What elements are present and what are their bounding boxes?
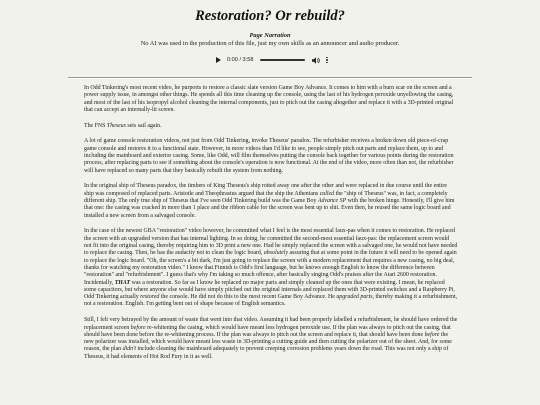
paragraph: A lot of game console restoration videos, not just from Odd Tinkering, invoke Theseus' paradox. The refurbisher receives a broken down old piece-of-crap game console and restores it to a functional state. However, in more videos than I'd like to see, people simply pitch out parts and replace them, up to and including the mainboard and exterior casing. Some, like Odd, will film themselves putting the console back together for various points during the restoration process, after replacing parts to see if something about the console's operation is now functional. At the end of the video, more often than not, the refurbisher will have replaced so many parts that they basically rebuilt the system from nothing.: [84, 138, 454, 174]
article-body: [84, 85, 458, 370]
divider: [68, 77, 472, 79]
paragraph: In Odd Tinkering's most recent video, he purports to restore a classic slate version Game Boy Advance. It comes to him with a burn scar on the screen and a power supply issue, in amongst other things. He spends all this time cleaning up the console, using the last of his hydrogen peroxide unyellowing the casing, and most of the last of his isopropyl alcohol cleaning the internal components, just to pitch out the casing altogether and replace it with a 3D-printed original that can accept an internally-lit screen.: [84, 85, 454, 113]
audio-player[interactable]: [206, 52, 332, 68]
more-options-icon[interactable]: [326, 57, 328, 64]
paragraph: The FNS Theseus sets sail again.: [84, 122, 162, 129]
paragraph: In the original ship of Theseus paradox, the timbers of King Theseus's ship rotted away one after the other and were replaced in due course until the entire ship was composed of replaced parts. Aristotle and Theophrastus argued that the ship the Athenians called the "ship of Theseus" was, in fact, a completely different ship. The only true ship of Theseus that I've seen Odd Tinkering build was the Game Boy Advance SP with the broken hinge. Honestly, I'll give him that one: the casing was cracked in more than 1 place and the ribbon cable for the screen was bent up to shit. Even then, he reused the same logic board and installed a new screen from a salvaged console.: [84, 183, 455, 219]
volume-icon[interactable]: [312, 57, 320, 64]
ai-disclaimer: No AI was used in the production of this file, just my own skills as an announcer and audio producer.: [140, 40, 400, 47]
page-title: Restoration? Or rebuild?: [195, 8, 345, 24]
paragraph: In the case of the newest GBA "restoration" video however, he committed what I feel is the most essential faux-pas when it comes to restoration. He replaced the screen with an upgraded version that has internal lighting. In so doing, he committed the second-most essential faux-pas: the replacement screen would not fit into the original casing, thereby requiring him to 3D print a new one. Had he simply replaced the screen with a salvaged one, he would not have needed to replace the casing. Then, he has the audacity not to clean the logic board, absolutely assuring that at some point in the future it will need to be opened again to replace the logic board. "Oh, the screen's a bit dark, I'm just going to replace the screen with a modern replacement that requires a new casing, no big deal, thanks for watching my restoration video." I know that Finnish is Odd's first language, but he knows enough English to know the difference between "restoration" and "refurbishment". I guess that's why I'm taking so much offence, after basically singing Odd's praises after the Atari 2600 restoration. Incidentally, THAT was a restoration. So far as I know he replaced no major parts and simply cleaned up the ones that were existing. I mean, he replaced some capacitors, but where anyone else would have simply pitched out the original internals and replaced them with 3D-printed switches and a Raspberry Pi, Odd Tinkering actually restored the console. He did not do this to the most recent Game Boy Advance. He upgraded parts, thereby making it a refurbishment, not a restoration. English. I'm getting bent out of shape because of English semantics.: [84, 228, 458, 308]
audio-progress-bar[interactable]: [260, 59, 305, 61]
play-icon[interactable]: [216, 57, 221, 63]
paragraph: Still, I felt very betrayed by the amount of waste that went into that video. Assuming it had been properly labelled a refurbishment, he should have ordered the replacement screen before re-whitening the casing, which would have meant less hydrogen peroxide use. If the plan was always to pitch out the casing, that should have been done before the re-whitening process. If the plan was always to pitch out the screen and replace it, that should have been done before the new polarizer was installed, which would have meant less waste in 3D-printing a cutting guide and then cutting the polarizer out of the sheet. And, for some reason, the plan didn't include cleaning the mainboard adequately to prevent creeping corrosion problems years down the road. This was not only a ship of Theseus, it had elements of Hot Rod Fury in it as well.: [84, 317, 458, 360]
page-narration-label: Page Narration: [249, 32, 291, 39]
audio-time: 0:00 / 3:58: [227, 57, 254, 63]
